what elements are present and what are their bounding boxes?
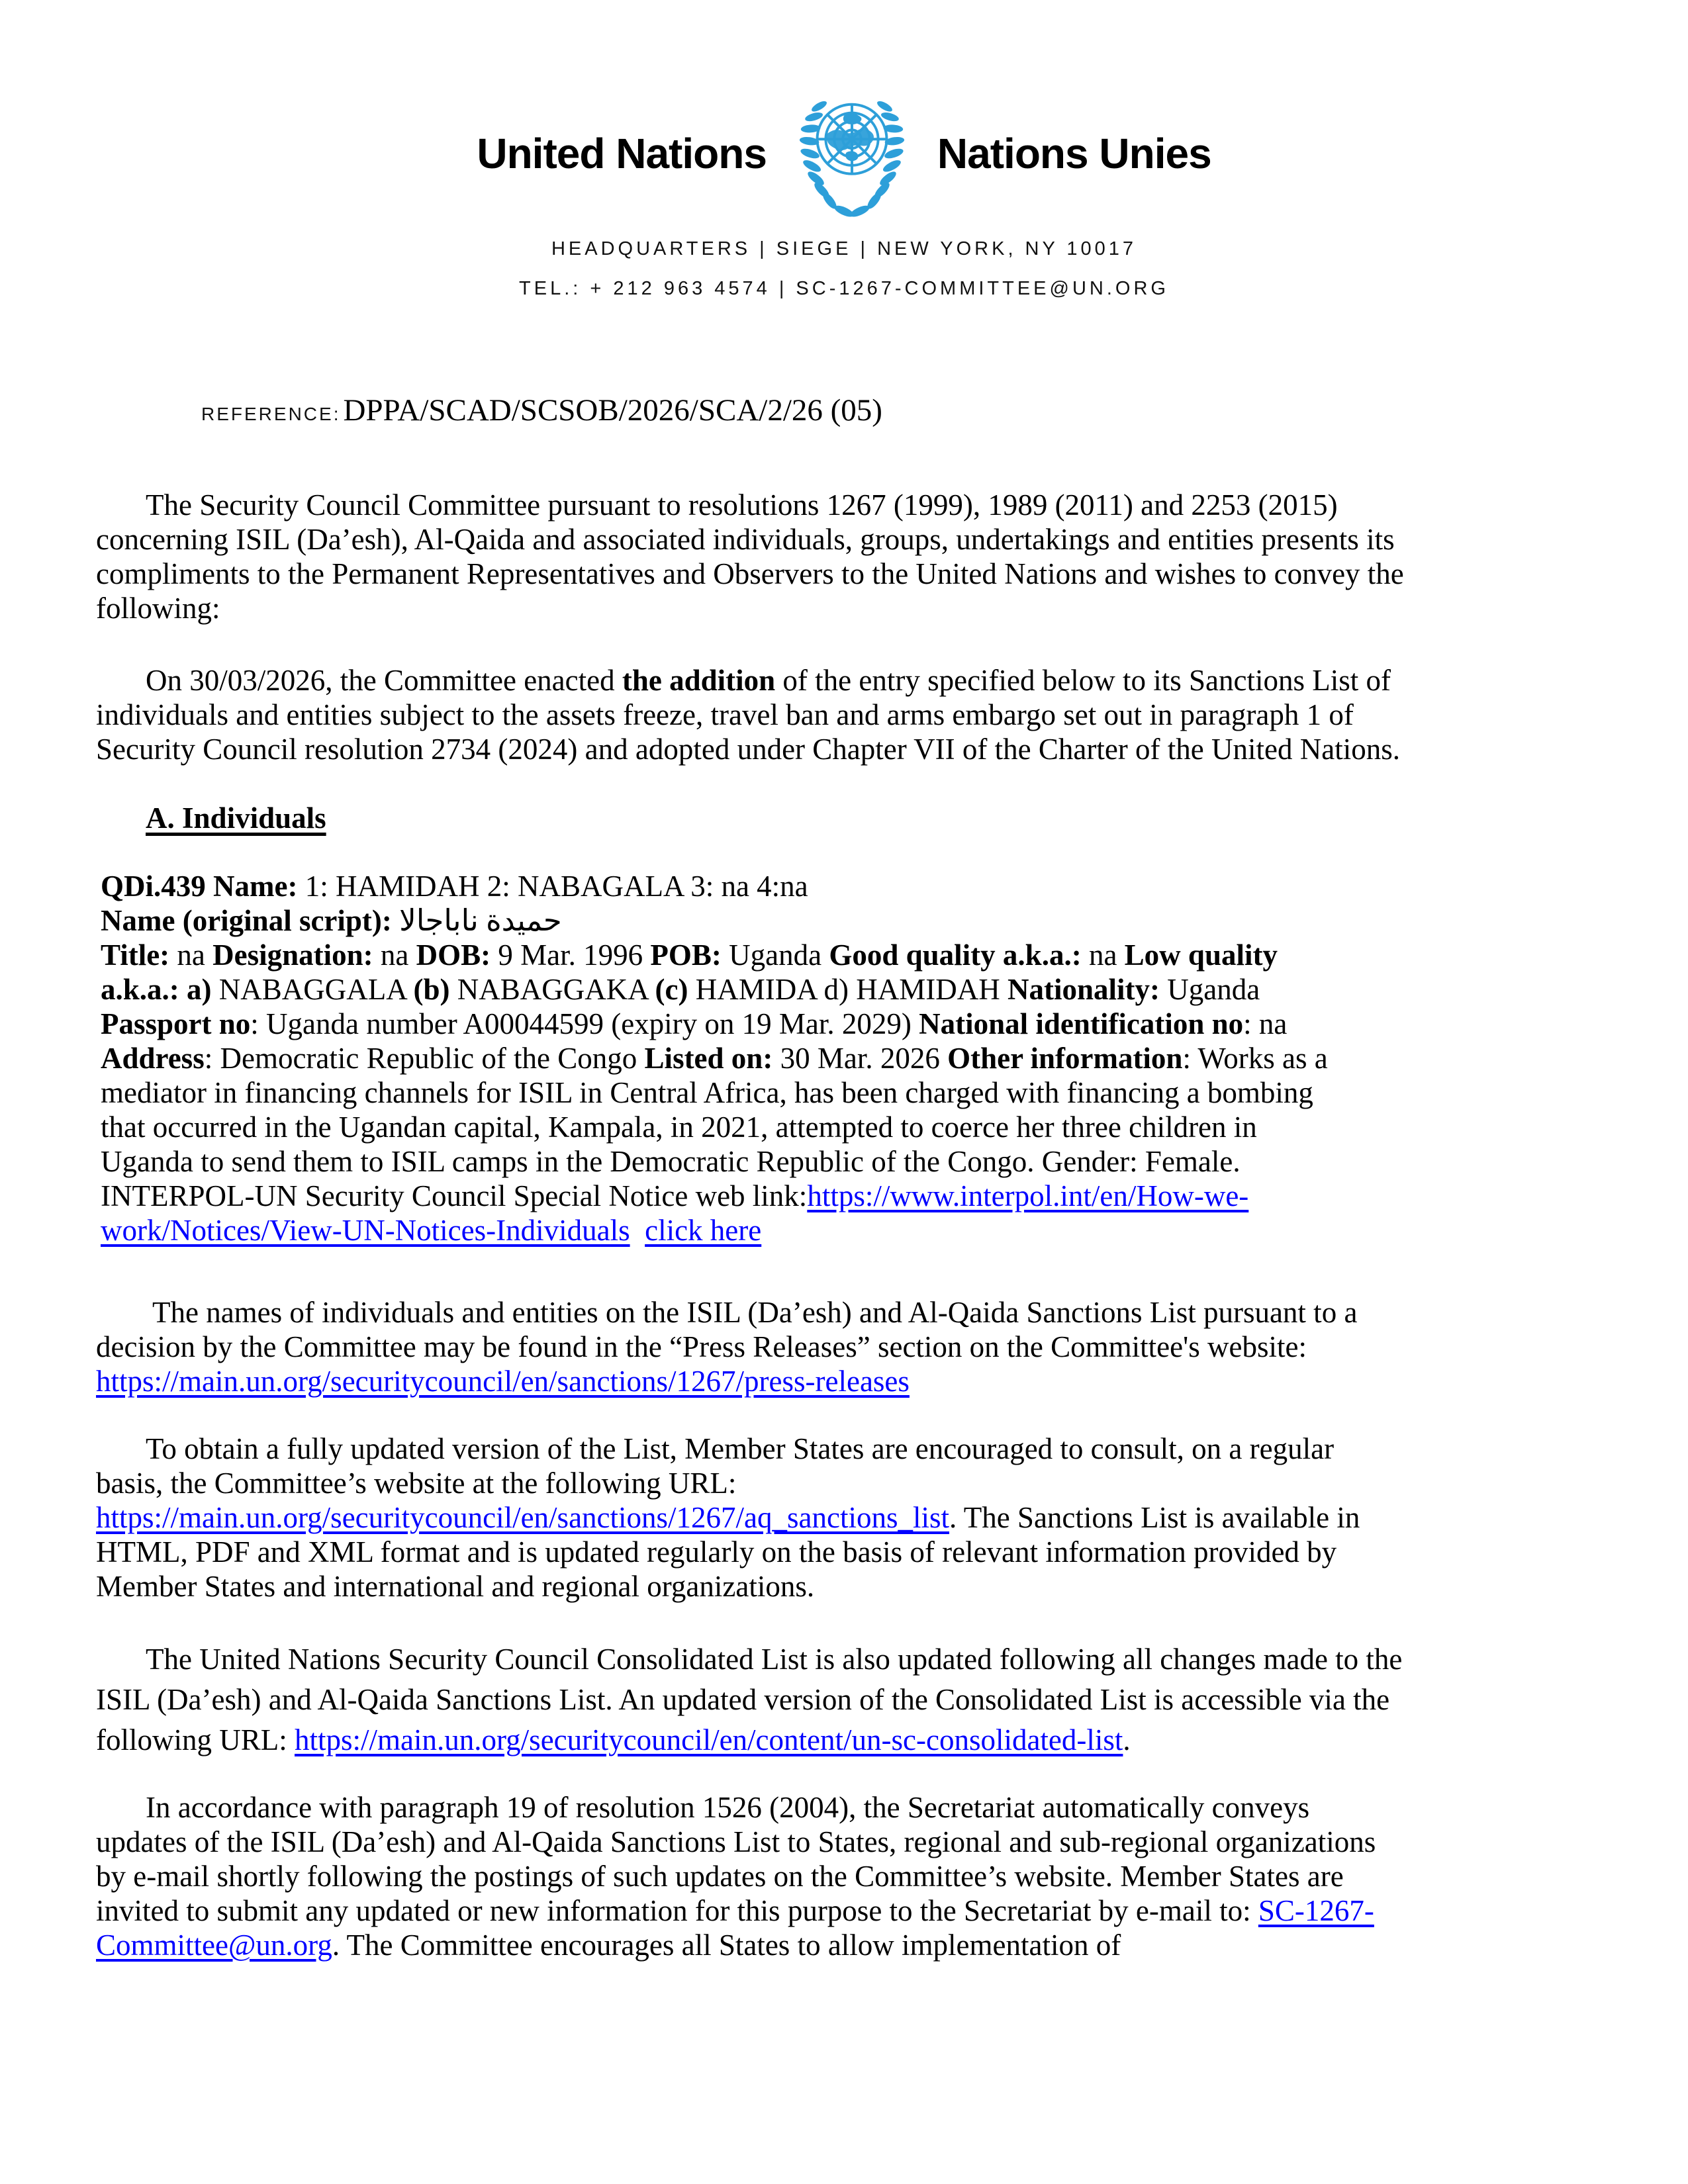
bold-text-run: Name (original script): (101, 904, 392, 937)
paragraph-enactment (96, 663, 1407, 766)
press-releases-link[interactable]: https://main.un.org/securitycouncil/en/sanctions/1267/press-releases (96, 1365, 910, 1398)
text-run: To obtain a fully updated version of the List, Member States are encouraged to consult, on a regular basis, the Committee’s website at the following URL: (96, 1432, 1342, 1500)
bold-text-run: Other information (947, 1042, 1183, 1075)
bold-text-run: Good quality a.k.a.: (829, 938, 1082, 972)
aq-sanctions-list-link[interactable]: https://main.un.org/securitycouncil/en/sanctions/1267/aq_sanctions_list (96, 1501, 950, 1534)
text-run: . The Sanctions List is available in HTML, PDF and XML format and is updated regularly on the basis of relevant information provided by Member States and international and regional organizations. (96, 1501, 1368, 1603)
text-run: : na (1243, 1007, 1295, 1040)
bold-text-run: Listed on: (644, 1042, 773, 1075)
text-run: . (1123, 1723, 1131, 1756)
text-run: 1: HAMIDAH 2: NABAGALA 3: na 4:na (297, 870, 808, 903)
bold-text-run: (c) (655, 973, 688, 1006)
bold-text-run: Low quality a.k.a.: a) (101, 938, 1286, 1006)
org-name-english: United Nations (477, 130, 767, 177)
text-run: On 30/03/2026, the Committee enacted (146, 664, 622, 697)
text-run: . The Committee encourages all States to allow implementation of (332, 1929, 1121, 1962)
sanctions-entry-qdi439 (101, 869, 1337, 1248)
bold-text-run: Nationality: (1007, 973, 1160, 1006)
text-run: Uganda (1159, 973, 1268, 1006)
text-run: HAMIDA d) HAMIDAH (688, 973, 1008, 1006)
text-run: : Works as a mediator in financing channels for ISIL in Central Africa, has been charged with financing a bombing that occurred in the Ugandan capital, Kampala, in 2021, attempted to coerce her three children in Uganda to send them to ISIL camps in the Democratic Republic of the Congo. Gender: Female. INTERPOL-UN Security Council Special Notice web link: (101, 1042, 1335, 1212)
text-run: In accordance with paragraph 19 of resolution 1526 (2004), the Secretariat automatically conveys updates of the ISIL (Da’esh) and Al-Qaida Sanctions List to States, regional and sub-regional organizations by e-mail shortly following the postings of such updates on the Committee’s website. Member States are invited to submit any updated or new information for this purpose to the Secretariat by e-mail to: (96, 1791, 1383, 1927)
interpol-notice-link[interactable]: https://www.interpol.int/en/How-we-work/Notices/View-UN-Notices-Individuals (101, 1179, 1249, 1247)
bold-text-run: the addition (622, 664, 776, 697)
bold-text-run: National identification no (919, 1007, 1244, 1040)
letter-body (96, 488, 1412, 1962)
letterhead-title-row (0, 83, 1688, 224)
bold-text-run: (b) (413, 973, 450, 1006)
bold-text-run: Passport no (101, 1007, 251, 1040)
bold-text-run: Title: (101, 938, 170, 972)
text-run: : Uganda number A00044599 (expiry on 19 Mar. 2029) (250, 1007, 919, 1040)
reference-label: REFERENCE: (201, 404, 341, 424)
contact-line: TEL.: + 212 963 4574 | SC-1267-COMMITTEE@UN.ORG (519, 278, 1169, 299)
bold-text-run: POB: (650, 938, 722, 972)
text-run: The Security Council Committee pursuant to resolutions 1267 (1999), 1989 (2011) and 2253 (2015) concerning ISIL (Da’esh), Al-Qaida and associated individuals, groups, undertakings and entities presents its compliments to the Permanent Representatives and Observers to the United Nations and wishes to convey the following: (96, 488, 1412, 625)
click-here-link[interactable]: click here (645, 1214, 762, 1247)
consolidated-list-link[interactable]: https://main.un.org/securitycouncil/en/content/un-sc-consolidated-list (295, 1723, 1123, 1756)
text-run: : Democratic Republic of the Congo (204, 1042, 645, 1075)
text-run: 9 Mar. 1996 (491, 938, 651, 972)
text-run: Uganda (721, 938, 829, 972)
reference-line (201, 392, 1688, 428)
letterhead (0, 0, 1688, 300)
text-run: The United Nations Security Council Consolidated List is also updated following all changes made to the ISIL (Da’esh) and Al-Qaida Sanctions List. An updated version of the Consolidated List is accessible via the following URL: (96, 1643, 1410, 1756)
paragraph-intro (96, 488, 1412, 625)
paragraph-updated-list (96, 1432, 1407, 1604)
headquarters-address-line: HEADQUARTERS | SIEGE | NEW YORK, NY 10017 (551, 238, 1137, 259)
text-run: of the entry specified below to its Sanctions List of individuals and entities subject to the assets freeze, travel ban and arms embargo set out in paragraph 1 of Security Council resolution 2734 (2024) and adopted under Chapter VII of the Charter of the United Nations. (96, 664, 1400, 766)
paragraph-consolidated-list (96, 1639, 1413, 1760)
text-run (630, 1214, 645, 1247)
text-run: NABAGGALA (211, 973, 414, 1006)
reference-value: DPPA/SCAD/SCSOB/2026/SCA/2/26 (05) (343, 393, 882, 428)
un-emblem-icon (786, 83, 917, 224)
bold-text-run: QDi.439 Name: (101, 870, 298, 903)
committee-email-link[interactable]: SC-1267-Committee@un.org (96, 1894, 1374, 1962)
bold-text-run: Address (101, 1042, 205, 1075)
text-run: na (1081, 938, 1125, 972)
text-run: na (373, 938, 416, 972)
text-run: NABAGGAKA (449, 973, 655, 1006)
text-run: The names of individuals and entities on the ISIL (Da’esh) and Al-Qaida Sanctions List pursuant to a decision by the Committee may be found in the “Press Releases” section on the Committee's website: (96, 1296, 1365, 1363)
section-heading-individuals: A. Individuals (146, 801, 326, 835)
paragraph-press-releases (96, 1295, 1407, 1398)
bold-text-run: Designation: (212, 938, 373, 972)
org-name-french: Nations Unies (937, 130, 1211, 177)
text-run: 30 Mar. 2026 (773, 1042, 948, 1075)
text-run: na (169, 938, 213, 972)
paragraph-secretariat-updates (96, 1790, 1407, 1962)
bold-text-run: DOB: (416, 938, 491, 972)
text-run: حميدة ناباجالا (391, 904, 562, 937)
